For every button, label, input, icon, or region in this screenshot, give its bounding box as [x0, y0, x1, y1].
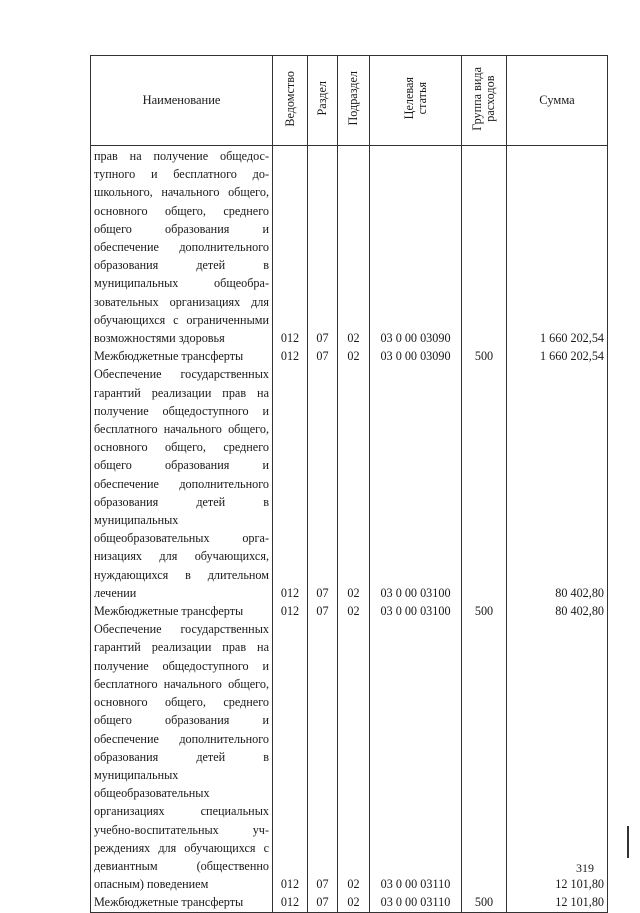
- header-expense-group: Группа вида расходов: [462, 56, 507, 146]
- row-subsection: 02: [338, 620, 370, 893]
- row-section: 07: [308, 365, 338, 602]
- row-section: 07: [308, 893, 338, 912]
- table-row: [91, 347, 608, 365]
- header-section: Раздел: [308, 56, 338, 146]
- header-subsection: Подраздел: [338, 56, 370, 146]
- row-subsection: 02: [338, 893, 370, 912]
- row-amount: 12 101,80: [507, 620, 608, 893]
- row-department: 012: [273, 365, 308, 602]
- row-target-article: 03 0 00 03090: [370, 146, 462, 348]
- header-amount: Сумма: [507, 56, 608, 146]
- header-target-article: Целевая статья: [370, 56, 462, 146]
- budget-table: [90, 55, 608, 913]
- row-name: Межбюджетные трансферты: [91, 893, 273, 912]
- row-amount: 1 660 202,54: [507, 146, 608, 348]
- table-row: [91, 602, 608, 620]
- row-name: Обеспечение государственных гарантий реализации прав на получение общедоступного и бесплатного начального общего, основного общего, среднего общего образования и обеспечение дополнительного образования детей в муниципальных общеобразовательных организациях специальных учебно-воспитательных учреждениях для обучающихся с девиантным (общественно опасным) поведением: [91, 620, 273, 893]
- row-department: 012: [273, 347, 308, 365]
- row-amount: 80 402,80: [507, 365, 608, 602]
- row-expense-group: 500: [462, 893, 507, 912]
- row-subsection: 02: [338, 602, 370, 620]
- row-name: Межбюджетные трансферты: [91, 347, 273, 365]
- row-target-article: 03 0 00 03110: [370, 893, 462, 912]
- row-expense-group: 500: [462, 602, 507, 620]
- header-department: Ведомство: [273, 56, 308, 146]
- row-section: 07: [308, 347, 338, 365]
- row-section: 07: [308, 620, 338, 893]
- row-name: Межбюджетные трансферты: [91, 602, 273, 620]
- row-name: Обеспечение государственных гарантий реализации прав на получение общедоступного и бесплатного начального общего, основного общего, среднего общего образования и обеспечение дополнительного образования детей в муниципальных общеобразовательных организациях для обучающихся, нуждающихся в длительном лечении: [91, 365, 273, 602]
- row-expense-group: 500: [462, 347, 507, 365]
- row-expense-group: [462, 620, 507, 893]
- row-target-article: 03 0 00 03100: [370, 365, 462, 602]
- row-expense-group: [462, 365, 507, 602]
- row-department: 012: [273, 620, 308, 893]
- row-target-article: 03 0 00 03110: [370, 620, 462, 893]
- row-subsection: 02: [338, 146, 370, 348]
- row-department: 012: [273, 602, 308, 620]
- page-edge-mark: [627, 826, 629, 858]
- row-amount: 1 660 202,54: [507, 347, 608, 365]
- row-subsection: 02: [338, 365, 370, 602]
- row-amount: 12 101,80: [507, 893, 608, 912]
- header-name: Наименование: [91, 56, 273, 146]
- row-expense-group: [462, 146, 507, 348]
- row-target-article: 03 0 00 03100: [370, 602, 462, 620]
- page-number: 319: [576, 861, 594, 875]
- table-row: [91, 893, 608, 912]
- row-target-article: 03 0 00 03090: [370, 347, 462, 365]
- row-subsection: 02: [338, 347, 370, 365]
- table-row: [91, 365, 608, 602]
- table-row: [91, 620, 608, 893]
- table-row: [91, 146, 608, 348]
- row-amount: 80 402,80: [507, 602, 608, 620]
- row-department: 012: [273, 893, 308, 912]
- row-name: прав на получение общедоступного и бесплатного дошкольного, начального общего, основного общего, среднего общего образования и обеспечение дополнительного образования детей в муниципальных общеобразовательных организациях для обучающихся с ограниченными возможностями здоровья: [91, 146, 273, 348]
- row-department: 012: [273, 146, 308, 348]
- table-header-row: [91, 56, 608, 146]
- row-section: 07: [308, 602, 338, 620]
- row-section: 07: [308, 146, 338, 348]
